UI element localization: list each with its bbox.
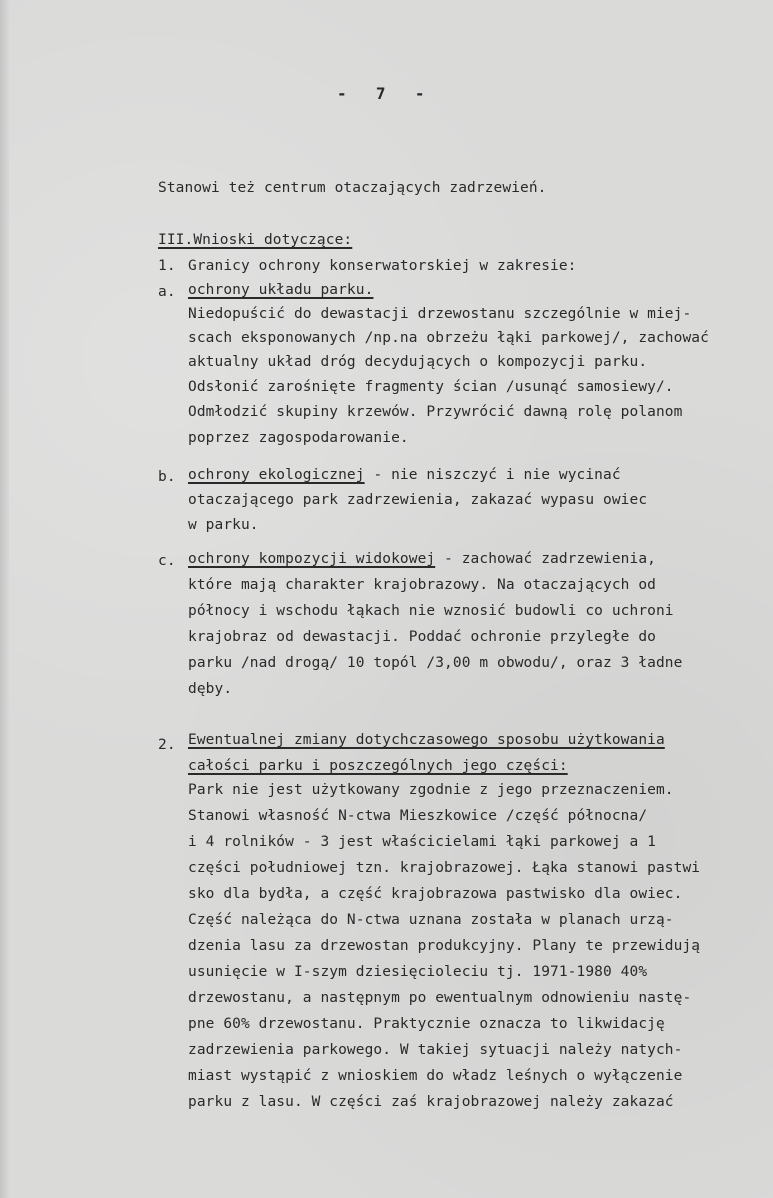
- section-heading: III.Wnioski dotyczące:: [158, 232, 353, 248]
- item1c-title: ochrony kompozycji widokowej: [188, 551, 436, 567]
- item1c-line: dęby.: [188, 681, 233, 697]
- item1c-label: c.: [158, 553, 176, 569]
- item2-line: dzenia lasu za drzewostan produkcyjny. Plany te przewidują: [188, 938, 701, 954]
- item1a-line: scach eksponowanych /np.na obrzeżu łąki parkowej/, zachować: [188, 330, 709, 346]
- item1b-label: b.: [158, 469, 176, 485]
- item2-title-line2: całości parku i poszczególnych jego części:: [188, 758, 568, 774]
- item1c-line: które mają charakter krajobrazowy. Na otaczających od: [188, 577, 656, 593]
- item2-line: usunięcie w I-szym dziesięcioleciu tj. 1971-1980 40%: [188, 964, 648, 980]
- item1b-first-line: [188, 465, 621, 485]
- item2-line: sko dla bydła, a część krajobrazowa pastwisko dla owiec.: [188, 886, 683, 902]
- item1b-title: ochrony ekologicznej: [188, 467, 365, 483]
- item2-line: parku z lasu. W części zaś krajobrazowej należy zakazać: [188, 1094, 674, 1110]
- item2-line: pne 60% drzewostanu. Praktycznie oznacza to likwidację: [188, 1016, 665, 1032]
- item1-label: 1.: [158, 258, 176, 274]
- item1b-line: - nie niszczyć i nie wycinać: [364, 467, 621, 483]
- item1a-line: poprzez zagospodarowanie.: [188, 430, 409, 446]
- item1-title: Granicy ochrony konserwatorskiej w zakresie:: [188, 258, 577, 274]
- page-number: - 7 -: [337, 84, 425, 103]
- intro-line: Stanowi też centrum otaczających zadrzewień.: [158, 180, 547, 196]
- item2-title-line1: Ewentualnej zmiany dotychczasowego sposobu użytkowania: [188, 732, 665, 748]
- item1c-line: krajobraz od dewastacji. Poddać ochronie przyległe do: [188, 629, 656, 645]
- item1a-label: a.: [158, 284, 176, 300]
- item1c-first-line: [188, 549, 656, 569]
- item1a-line: aktualny układ dróg decydujących o kompozycji parku.: [188, 354, 648, 370]
- item1a-line: Odmłodzić skupiny krzewów. Przywrócić dawną rolę polanom: [188, 404, 683, 420]
- item2-line: Stanowi własność N-ctwa Mieszkowice /część północna/: [188, 808, 648, 824]
- item1c-line: północy i wschodu łąkach nie wznosić budowli co uchroni: [188, 603, 674, 619]
- item2-line: drzewostanu, a następnym po ewentualnym odnowieniu nastę-: [188, 990, 692, 1006]
- item1c-line: - zachować zadrzewienia,: [435, 551, 656, 567]
- page-edge-shadow: [0, 0, 9, 1198]
- item2-line: Część należąca do N-ctwa uznana została w planach urzą-: [188, 912, 674, 928]
- item1a-line: Odsłonić zarośnięte fragmenty ścian /usunąć samosiewy/.: [188, 379, 674, 395]
- item2-line: miast wystąpić z wnioskiem do władz leśnych o wyłączenie: [188, 1068, 683, 1084]
- item1a-title: ochrony układu parku.: [188, 282, 374, 298]
- item2-line: części południowej tzn. krajobrazowej. Łąka stanowi pastwi: [188, 860, 701, 876]
- item1a-line: Niedopuścić do dewastacji drzewostanu szczególnie w miej-: [188, 306, 692, 322]
- item2-line: zadrzewienia parkowego. W takiej sytuacji należy natych-: [188, 1042, 683, 1058]
- item2-line: i 4 rolników - 3 jest właścicielami łąki parkowej a 1: [188, 834, 656, 850]
- item2-line: Park nie jest użytkowany zgodnie z jego przeznaczeniem.: [188, 782, 674, 798]
- item1c-line: parku /nad drogą/ 10 topól /3,00 m obwodu/, oraz 3 ładne: [188, 655, 683, 671]
- item1b-line: otaczającego park zadrzewienia, zakazać wypasu owiec: [188, 492, 648, 508]
- item1b-line: w parku.: [188, 517, 259, 533]
- item2-label: 2.: [158, 737, 176, 753]
